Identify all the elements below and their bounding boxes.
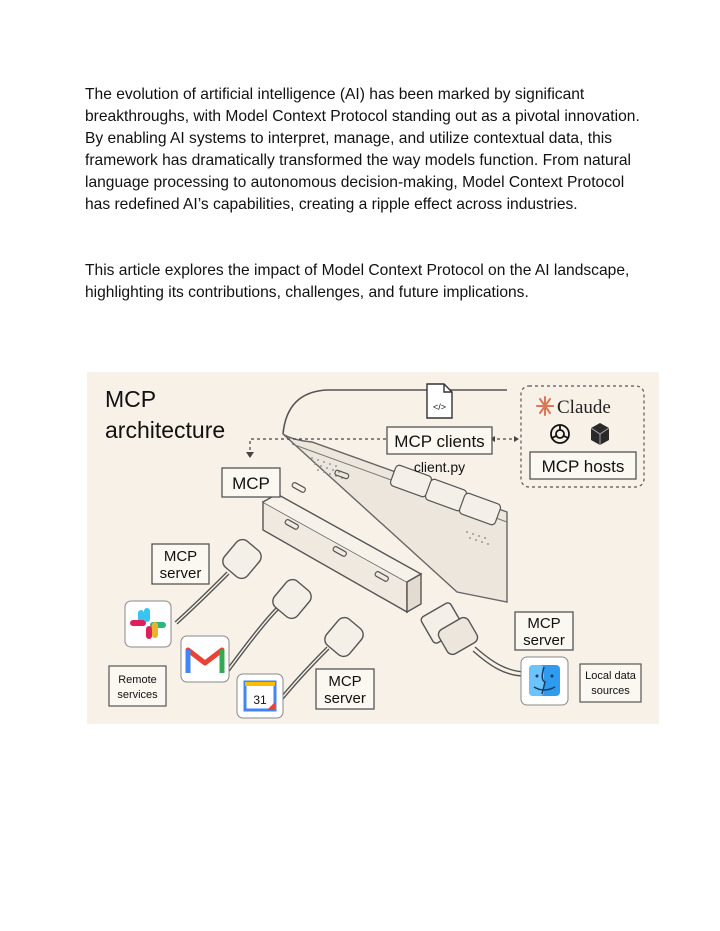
server-bottom-line2: server: [324, 690, 366, 707]
mcp-clients-label: MCP clients: [394, 432, 485, 451]
mcp-hosts-label: MCP hosts: [541, 457, 625, 476]
intro-paragraph: The evolution of artificial intelligence (AI) has been marked by significant breakthroughs, with Model Context Protocol standing out as a pivotal innovation. By enabling AI systems to interpret, manage, and utilize contextual data, this framework has dramatically transformed the way models function. From natural language processing to autonomous decision-making, Model Context Protocol has redefined AI’s capabilities, creating a ripple effect across industries.: [85, 86, 640, 213]
client-file-label: client.py: [413, 459, 466, 475]
server-left-line1: MCP: [163, 548, 198, 565]
finder-icon: [521, 657, 568, 705]
mcp-architecture-figure: [87, 372, 659, 724]
remote-services-line2: services: [117, 689, 158, 701]
calendar-icon: [237, 674, 283, 718]
code-file-icon: [427, 384, 452, 418]
svg-text:</>: </>: [432, 402, 447, 412]
figure-title-line2: architecture: [105, 417, 226, 443]
svg-text:Claude: Claude: [557, 397, 611, 418]
server-right-line2: server: [523, 632, 565, 649]
server-bottom-line1: MCP: [328, 673, 362, 690]
server-right-line1: MCP: [527, 615, 561, 632]
local-data-line2: sources: [591, 685, 630, 697]
mcp-hub-label: MCP: [232, 474, 270, 493]
summary-paragraph: This article explores the impact of Model Context Protocol on the AI landscape, highlighting its contributions, challenges, and future implications.: [85, 262, 630, 301]
figure-title-line1: MCP: [105, 386, 157, 412]
local-data-line1: Local data: [585, 670, 636, 682]
slack-icon: [125, 601, 171, 647]
calendar-day: 31: [253, 693, 267, 707]
server-left-line2: server: [159, 565, 202, 582]
gmail-icon: [181, 636, 229, 682]
remote-services-line1: Remote: [118, 674, 157, 686]
